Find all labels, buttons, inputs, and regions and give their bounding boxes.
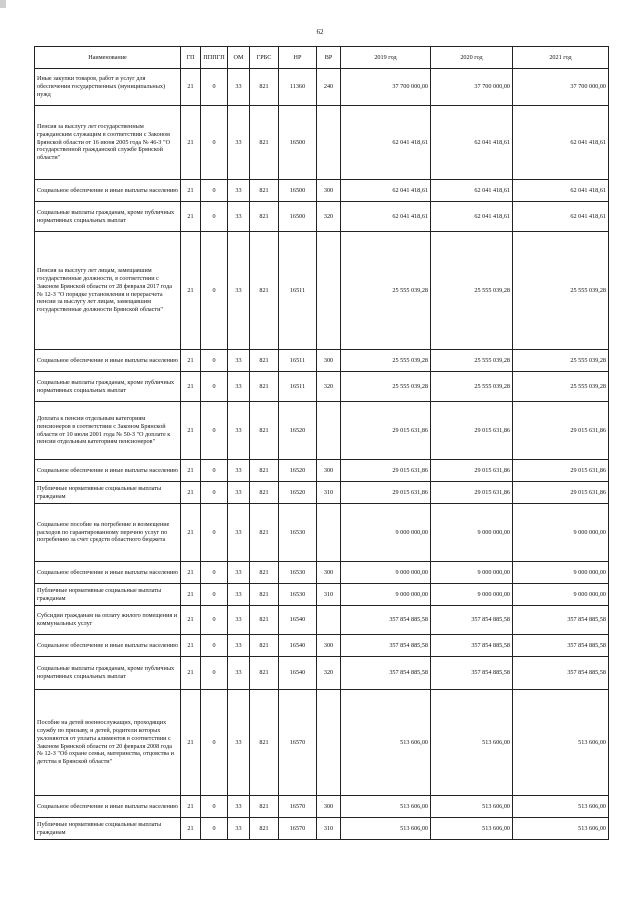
row-2019: 9 000 000,00 [341, 562, 431, 584]
row-om: 33 [228, 818, 250, 840]
row-nr: 16520 [279, 482, 317, 504]
row-2019: 25 555 039,28 [341, 350, 431, 372]
table-row [35, 690, 609, 796]
row-grbs: 821 [250, 690, 279, 796]
row-2020: 357 854 885,58 [431, 606, 513, 635]
row-gp: 21 [181, 635, 201, 657]
table-row [35, 350, 609, 372]
row-2021: 62 041 418,61 [513, 202, 609, 232]
row-2021: 29 015 631,86 [513, 482, 609, 504]
row-grbs: 821 [250, 657, 279, 690]
row-om: 33 [228, 350, 250, 372]
row-ppgp: 0 [201, 635, 228, 657]
row-2019: 513 606,00 [341, 818, 431, 840]
header-2020: 2020 год [431, 47, 513, 69]
row-ppgp: 0 [201, 504, 228, 562]
table-row [35, 372, 609, 402]
row-ppgp: 0 [201, 796, 228, 818]
row-2020: 9 000 000,00 [431, 504, 513, 562]
table-row [35, 232, 609, 350]
row-2020: 513 606,00 [431, 796, 513, 818]
row-gp: 21 [181, 606, 201, 635]
row-name: Пенсия за выслугу лет лицам, замещавшим государственные должности, в соответствии с Законом Брянской области от 28 февраля 2017 года № 12-З "О порядке установления и перерасчета пенсии за выслугу лет лицам, замещавшим государственные должности Брянской области" [35, 232, 181, 350]
row-grbs: 821 [250, 562, 279, 584]
row-gp: 21 [181, 818, 201, 840]
row-2019: 357 854 885,58 [341, 657, 431, 690]
row-ppgp: 0 [201, 180, 228, 202]
row-2021: 513 606,00 [513, 818, 609, 840]
header-2021: 2021 год [513, 47, 609, 69]
row-2019: 9 000 000,00 [341, 504, 431, 562]
row-vr: 310 [317, 584, 341, 606]
row-om: 33 [228, 232, 250, 350]
row-ppgp: 0 [201, 818, 228, 840]
row-grbs: 821 [250, 635, 279, 657]
table-row [35, 606, 609, 635]
row-name: Социальное обеспечение и иные выплаты населению [35, 562, 181, 584]
row-vr: 300 [317, 350, 341, 372]
row-gp: 21 [181, 372, 201, 402]
row-2019: 25 555 039,28 [341, 372, 431, 402]
table-row [35, 584, 609, 606]
row-ppgp: 0 [201, 372, 228, 402]
header-vr: ВР [317, 47, 341, 69]
row-2021: 513 606,00 [513, 796, 609, 818]
corner-mark [0, 0, 6, 8]
row-om: 33 [228, 657, 250, 690]
row-vr [317, 690, 341, 796]
row-grbs: 821 [250, 350, 279, 372]
row-nr: 11360 [279, 69, 317, 106]
row-ppgp: 0 [201, 482, 228, 504]
table-row [35, 180, 609, 202]
header-2019: 2019 год [341, 47, 431, 69]
row-vr [317, 606, 341, 635]
row-ppgp: 0 [201, 106, 228, 180]
row-gp: 21 [181, 690, 201, 796]
row-vr: 310 [317, 818, 341, 840]
page-number: 62 [316, 28, 324, 36]
row-om: 33 [228, 562, 250, 584]
row-om: 33 [228, 202, 250, 232]
row-vr: 300 [317, 562, 341, 584]
row-gp: 21 [181, 460, 201, 482]
row-ppgp: 0 [201, 202, 228, 232]
row-nr: 16540 [279, 635, 317, 657]
row-om: 33 [228, 482, 250, 504]
row-2020: 357 854 885,58 [431, 635, 513, 657]
row-ppgp: 0 [201, 232, 228, 350]
row-gp: 21 [181, 584, 201, 606]
row-nr: 16530 [279, 504, 317, 562]
row-2020: 513 606,00 [431, 690, 513, 796]
table-row [35, 657, 609, 690]
row-nr: 16540 [279, 657, 317, 690]
row-grbs: 821 [250, 504, 279, 562]
row-om: 33 [228, 504, 250, 562]
row-grbs: 821 [250, 69, 279, 106]
row-ppgp: 0 [201, 69, 228, 106]
row-vr: 310 [317, 482, 341, 504]
row-2020: 29 015 631,86 [431, 402, 513, 460]
row-name: Социальное обеспечение и иные выплаты населению [35, 350, 181, 372]
row-ppgp: 0 [201, 690, 228, 796]
row-om: 33 [228, 180, 250, 202]
row-2021: 9 000 000,00 [513, 504, 609, 562]
header-name: Наименование [35, 47, 181, 69]
row-om: 33 [228, 635, 250, 657]
row-2021: 357 854 885,58 [513, 606, 609, 635]
row-gp: 21 [181, 350, 201, 372]
budget-table [34, 46, 609, 840]
row-name: Социальное обеспечение и иные выплаты населению [35, 796, 181, 818]
row-name: Публичные нормативные социальные выплаты гражданам [35, 818, 181, 840]
row-2019: 357 854 885,58 [341, 606, 431, 635]
row-2021: 37 700 000,00 [513, 69, 609, 106]
row-2021: 9 000 000,00 [513, 584, 609, 606]
row-grbs: 821 [250, 372, 279, 402]
row-name: Социальные выплаты гражданам, кроме публичных нормативных социальных выплат [35, 657, 181, 690]
row-2020: 9 000 000,00 [431, 584, 513, 606]
row-nr: 16530 [279, 584, 317, 606]
row-name: Пособие на детей военнослужащих, проходящих службу по призыву, и детей, родители которых уклоняются от уплаты алиментов в соответствии с Законом Брянской области от 20 февраля 2008 года № 12-З "Об охране семьи, материнства, отцовства и детства в Брянской области" [35, 690, 181, 796]
row-nr: 16511 [279, 232, 317, 350]
row-2021: 29 015 631,86 [513, 460, 609, 482]
row-2020: 357 854 885,58 [431, 657, 513, 690]
row-name: Публичные нормативные социальные выплаты гражданам [35, 584, 181, 606]
row-grbs: 821 [250, 460, 279, 482]
row-2020: 62 041 418,61 [431, 180, 513, 202]
row-gp: 21 [181, 232, 201, 350]
row-nr: 16570 [279, 796, 317, 818]
row-grbs: 821 [250, 232, 279, 350]
row-2019: 25 555 039,28 [341, 232, 431, 350]
row-gp: 21 [181, 562, 201, 584]
table-row [35, 818, 609, 840]
row-2021: 25 555 039,28 [513, 350, 609, 372]
row-grbs: 821 [250, 180, 279, 202]
row-vr: 300 [317, 180, 341, 202]
row-2021: 62 041 418,61 [513, 180, 609, 202]
row-2019: 29 015 631,86 [341, 402, 431, 460]
row-om: 33 [228, 796, 250, 818]
row-vr: 320 [317, 657, 341, 690]
row-nr: 16530 [279, 562, 317, 584]
table-row [35, 482, 609, 504]
row-ppgp: 0 [201, 460, 228, 482]
row-nr: 16520 [279, 460, 317, 482]
row-vr: 300 [317, 796, 341, 818]
table-row [35, 796, 609, 818]
row-vr [317, 402, 341, 460]
row-name: Публичные нормативные социальные выплаты гражданам [35, 482, 181, 504]
row-om: 33 [228, 69, 250, 106]
row-gp: 21 [181, 657, 201, 690]
row-om: 33 [228, 460, 250, 482]
row-om: 33 [228, 372, 250, 402]
row-nr: 16500 [279, 106, 317, 180]
row-2019: 37 700 000,00 [341, 69, 431, 106]
row-vr: 320 [317, 202, 341, 232]
row-gp: 21 [181, 482, 201, 504]
row-2020: 62 041 418,61 [431, 106, 513, 180]
row-gp: 21 [181, 69, 201, 106]
row-grbs: 821 [250, 606, 279, 635]
table-row [35, 106, 609, 180]
row-grbs: 821 [250, 796, 279, 818]
table-row [35, 402, 609, 460]
row-nr: 16500 [279, 202, 317, 232]
table-row [35, 460, 609, 482]
header-grbs: ГРБС [250, 47, 279, 69]
row-2020: 29 015 631,86 [431, 460, 513, 482]
row-gp: 21 [181, 202, 201, 232]
row-name: Доплата к пенсии отдельным категориям пенсионеров в соответствии с Законом Брянской области от 10 июля 2001 года № 50-З "О доплате к пенсии отдельным категориям пенсионеров" [35, 402, 181, 460]
row-name: Субсидии гражданам на оплату жилого помещения и коммунальных услуг [35, 606, 181, 635]
row-2020: 62 041 418,61 [431, 202, 513, 232]
row-grbs: 821 [250, 106, 279, 180]
row-2019: 62 041 418,61 [341, 180, 431, 202]
row-nr: 16540 [279, 606, 317, 635]
row-nr: 16520 [279, 402, 317, 460]
row-vr: 300 [317, 460, 341, 482]
row-nr: 16511 [279, 372, 317, 402]
row-nr: 16500 [279, 180, 317, 202]
row-ppgp: 0 [201, 657, 228, 690]
row-name: Социальные выплаты гражданам, кроме публичных нормативных социальных выплат [35, 372, 181, 402]
row-2019: 62 041 418,61 [341, 202, 431, 232]
table-body [35, 69, 609, 840]
row-name: Социальное обеспечение и иные выплаты населению [35, 460, 181, 482]
header-row [35, 47, 609, 69]
row-2021: 9 000 000,00 [513, 562, 609, 584]
row-ppgp: 0 [201, 562, 228, 584]
row-2020: 25 555 039,28 [431, 372, 513, 402]
row-name: Социальное обеспечение и иные выплаты населению [35, 635, 181, 657]
row-name: Иные закупки товаров, работ и услуг для обеспечения государственных (муниципальных) нужд [35, 69, 181, 106]
row-vr: 320 [317, 372, 341, 402]
row-2021: 357 854 885,58 [513, 657, 609, 690]
row-vr: 240 [317, 69, 341, 106]
row-om: 33 [228, 106, 250, 180]
row-2020: 25 555 039,28 [431, 350, 513, 372]
row-2019: 29 015 631,86 [341, 482, 431, 504]
row-nr: 16570 [279, 690, 317, 796]
row-gp: 21 [181, 796, 201, 818]
table-row [35, 202, 609, 232]
row-2020: 25 555 039,28 [431, 232, 513, 350]
row-2021: 25 555 039,28 [513, 372, 609, 402]
header-gp: ГП [181, 47, 201, 69]
row-grbs: 821 [250, 584, 279, 606]
row-ppgp: 0 [201, 606, 228, 635]
row-grbs: 821 [250, 482, 279, 504]
row-2019: 9 000 000,00 [341, 584, 431, 606]
row-grbs: 821 [250, 202, 279, 232]
row-2021: 62 041 418,61 [513, 106, 609, 180]
table-row [35, 562, 609, 584]
table-row [35, 504, 609, 562]
row-om: 33 [228, 690, 250, 796]
row-2019: 513 606,00 [341, 796, 431, 818]
row-ppgp: 0 [201, 350, 228, 372]
row-om: 33 [228, 402, 250, 460]
row-grbs: 821 [250, 402, 279, 460]
row-2019: 62 041 418,61 [341, 106, 431, 180]
row-2020: 513 606,00 [431, 818, 513, 840]
row-2021: 29 015 631,86 [513, 402, 609, 460]
row-2020: 29 015 631,86 [431, 482, 513, 504]
row-vr [317, 504, 341, 562]
row-name: Пенсия за выслугу лет государственным гражданским служащим в соответствии с Законом Брянской области от 16 июня 2005 года № 46-З "О государственной гражданской службе Брянской области" [35, 106, 181, 180]
header-ppgp: ПППГП [201, 47, 228, 69]
row-om: 33 [228, 584, 250, 606]
row-gp: 21 [181, 180, 201, 202]
row-ppgp: 0 [201, 402, 228, 460]
row-grbs: 821 [250, 818, 279, 840]
row-2020: 37 700 000,00 [431, 69, 513, 106]
row-vr: 300 [317, 635, 341, 657]
row-name: Социальные выплаты гражданам, кроме публичных нормативных социальных выплат [35, 202, 181, 232]
header-nr: НР [279, 47, 317, 69]
row-ppgp: 0 [201, 584, 228, 606]
row-2021: 513 606,00 [513, 690, 609, 796]
row-2020: 9 000 000,00 [431, 562, 513, 584]
table-row [35, 635, 609, 657]
row-nr: 16511 [279, 350, 317, 372]
table-row [35, 69, 609, 106]
row-vr [317, 232, 341, 350]
row-gp: 21 [181, 504, 201, 562]
header-om: ОМ [228, 47, 250, 69]
row-name: Социальное обеспечение и иные выплаты населению [35, 180, 181, 202]
row-gp: 21 [181, 106, 201, 180]
row-2019: 513 606,00 [341, 690, 431, 796]
row-nr: 16570 [279, 818, 317, 840]
row-gp: 21 [181, 402, 201, 460]
row-2021: 357 854 885,58 [513, 635, 609, 657]
row-2021: 25 555 039,28 [513, 232, 609, 350]
row-2019: 357 854 885,58 [341, 635, 431, 657]
row-2019: 29 015 631,86 [341, 460, 431, 482]
row-name: Социальное пособие на погребение и возмещение расходов по гарантированному перечню услуг по погребению за счет средств областного бюджета [35, 504, 181, 562]
row-om: 33 [228, 606, 250, 635]
row-vr [317, 106, 341, 180]
